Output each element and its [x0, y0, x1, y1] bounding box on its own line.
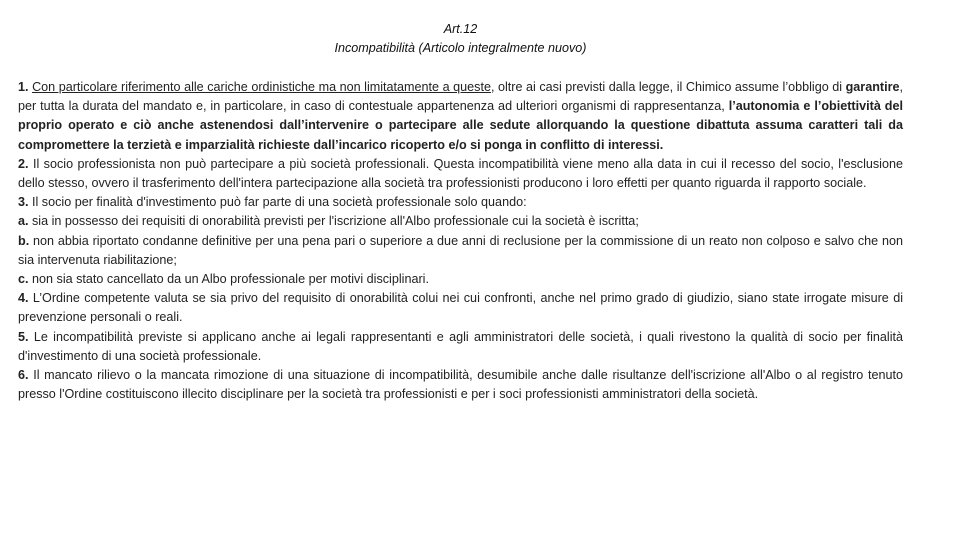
paragraph-4 [18, 289, 903, 327]
article-number: Art.12 [443, 22, 478, 36]
paragraph-2 [18, 155, 903, 193]
bold-clause: l’autonomia e l’obiettività del proprio operato e ciò anche astenendosi dall’intervenire o partecipare alle sedute allorquando la questione dibattuta assuma caratteri tali da compromettere la terzietà e imparzialità richieste dall’incarico ricoperto e/o si ponga in conflitto di interessi. [18, 99, 903, 152]
paragraph-text: non sia stato cancellato da un Albo professionale per motivi disciplinari. [28, 272, 429, 287]
paragraph-text: Il socio professionista non può partecipare a più società professionali. Questa incompatibilità viene meno alla data in cui il recesso del socio, l'esclusione dello stesso, ovvero il trasferimento dell'intera partecipazione alla società tra professionisti producono i loro effetti per quanto riguarda il rapporto sociale. [18, 156, 903, 191]
paragraph-6 [18, 366, 903, 404]
underlined-clause: Con particolare riferimento alle cariche ordinistiche ma non limitatamente a queste [32, 80, 491, 94]
paragraph-text: non abbia riportato condanne definitive per una pena pari o superiore a due anni di reclusione per la commissione di un reato non colposo e salvo che non sia intervenuta riabilitazione; [18, 233, 903, 267]
paragraph-text: Le incompatibilità previste si applicano anche ai legali rappresentanti e agli amministratori delle società, i quali rivestono la qualità di socio per finalità d'investimento di una società professionale. [18, 329, 903, 363]
item-letter: a. [18, 214, 29, 229]
paragraph-number: 1. [18, 80, 29, 94]
paragraph-text: L’Ordine competente valuta se sia privo del requisito di onorabilità colui nei cui confronti, anche nel primo grado di giudizio, siano state irrogate misure di prevenzione personali o reali. [18, 291, 903, 325]
article-body [18, 78, 903, 404]
item-letter: c. [18, 272, 29, 287]
paragraph-number: 5. [18, 329, 29, 344]
item-letter: b. [18, 233, 30, 248]
paragraph-3a [18, 212, 903, 231]
paragraph-3b [18, 232, 903, 270]
paragraph-number: 4. [18, 291, 29, 306]
paragraph-number: 6. [18, 368, 29, 383]
paragraph-1 [18, 78, 903, 155]
paragraph-text: , oltre ai casi previsti dalla legge, il Chimico assume l’obbligo di [490, 80, 846, 94]
paragraph-3 [18, 193, 903, 212]
paragraph-number: 2. [18, 156, 29, 171]
article-title: Incompatibilità (Articolo integralmente nuovo) [334, 41, 587, 55]
paragraph-text: sia in possesso dei requisiti di onorabilità previsti per l'iscrizione all'Albo professionale cui la società è iscritta; [28, 214, 639, 229]
paragraph-number: 3. [18, 195, 29, 210]
paragraph-text: Il mancato rilievo o la mancata rimozione di una situazione di incompatibilità, desumibile anche dalle risultanze dell'iscrizione all'Albo o al registro tenuto presso l'Ordine costituiscono illecito disciplinare per la società tra professionisti e per i soci professionisti amministratori della società. [18, 368, 903, 402]
document-page [18, 20, 903, 404]
article-heading [18, 20, 903, 58]
paragraph-5 [18, 328, 903, 366]
bold-term: garantire [845, 80, 900, 94]
paragraph-text: , per tutta la durata del mandato e, in particolare, in caso di contestuale appartenenza ad ulteriori organismi di rappresentanza, [18, 80, 904, 114]
paragraph-3c [18, 270, 903, 289]
paragraph-text: Il socio per finalità d'investimento può far parte di una società professionale solo quando: [28, 195, 527, 210]
